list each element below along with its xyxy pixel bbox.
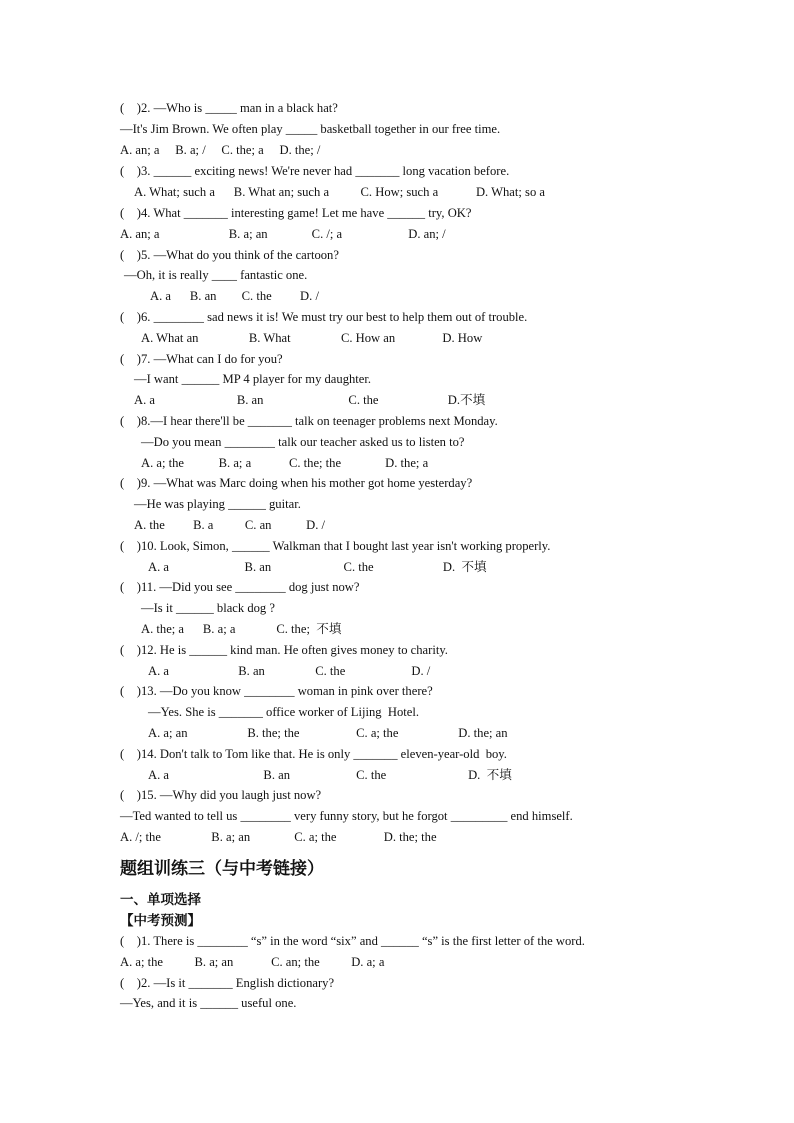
question-line: —Yes. She is _______ office worker of Lijing Hotel. [148,705,419,719]
question-line: ( )6. ________ sad news it is! We must try our best to help them out of trouble. [120,310,528,324]
answer-options: A. a B. an C. the D.不填 [134,393,486,407]
answer-options: A. the B. a C. an D. / [134,518,325,532]
question-line: —Oh, it is really ____ fantastic one. [124,268,308,282]
answer-options: A. an; a B. a; an C. /; a D. an; / [120,227,446,241]
question-line: ( )1. There is ________ “s” in the word “six” and ______ “s” is the first letter of the word. [120,934,585,948]
answer-options: A. What an B. What C. How an D. How [141,331,483,345]
question-line: ( )15. —Why did you laugh just now? [120,788,322,802]
part-title: 一、单项选择 [120,892,201,908]
answer-options: A. a; the B. a; an C. an; the D. a; a [120,955,385,969]
question-line: —Ted wanted to tell us ________ very funny story, but he forgot _________ end himself. [120,809,573,823]
question-line: ( )13. —Do you know ________ woman in pink over there? [120,684,433,698]
section-title: 题组训练三（与中考链接） [120,859,324,879]
answer-options: A. an; a B. a; / C. the; a D. the; / [120,143,321,157]
answer-options: A. a B. an C. the D. / [148,664,431,678]
question-line: —I want ______ MP 4 player for my daughter. [134,372,372,386]
question-line: ( )10. Look, Simon, ______ Walkman that I bought last year isn't working properly. [120,539,551,553]
answer-options: A. a B. an C. the D. 不填 [148,560,487,574]
answer-options: A. a; the B. a; a C. the; the D. the; a [141,456,429,470]
question-line: ( )11. —Did you see ________ dog just now? [120,580,360,594]
answer-options: A. a B. an C. the D. / [150,289,319,303]
question-line: —Yes, and it is ______ useful one. [120,996,297,1010]
question-line: ( )14. Don't talk to Tom like that. He is only _______ eleven-year-old boy. [120,747,507,761]
question-line: —It's Jim Brown. We often play _____ basketball together in our free time. [120,122,501,136]
question-line: ( )8.—I hear there'll be _______ talk on teenager problems next Monday. [120,414,498,428]
question-line: ( )7. —What can I do for you? [120,352,283,366]
question-line: ( )5. —What do you think of the cartoon? [120,248,339,262]
answer-options: A. the; a B. a; a C. the; 不填 [141,622,342,636]
question-line: ( )2. —Is it _______ English dictionary? [120,976,335,990]
answer-options: A. What; such a B. What an; such a C. How; such a D. What; so a [134,185,545,199]
question-line: ( )9. —What was Marc doing when his mother got home yesterday? [120,476,473,490]
question-line: ( )12. He is ______ kind man. He often gives money to charity. [120,643,448,657]
question-line: —He was playing ______ guitar. [134,497,301,511]
answer-options: A. /; the B. a; an C. a; the D. the; the [120,830,437,844]
question-line: ( )2. —Who is _____ man in a black hat? [120,101,338,115]
sub-title: 【中考预测】 [120,913,201,929]
answer-options: A. a B. an C. the D. 不填 [148,768,512,782]
question-line: —Is it ______ black dog ? [141,601,275,615]
answer-options: A. a; an B. the; the C. a; the D. the; an [148,726,508,740]
question-line: ( )3. ______ exciting news! We're never had _______ long vacation before. [120,164,510,178]
question-line: ( )4. What _______ interesting game! Let me have ______ try, OK? [120,206,472,220]
question-line: —Do you mean ________ talk our teacher asked us to listen to? [141,435,465,449]
